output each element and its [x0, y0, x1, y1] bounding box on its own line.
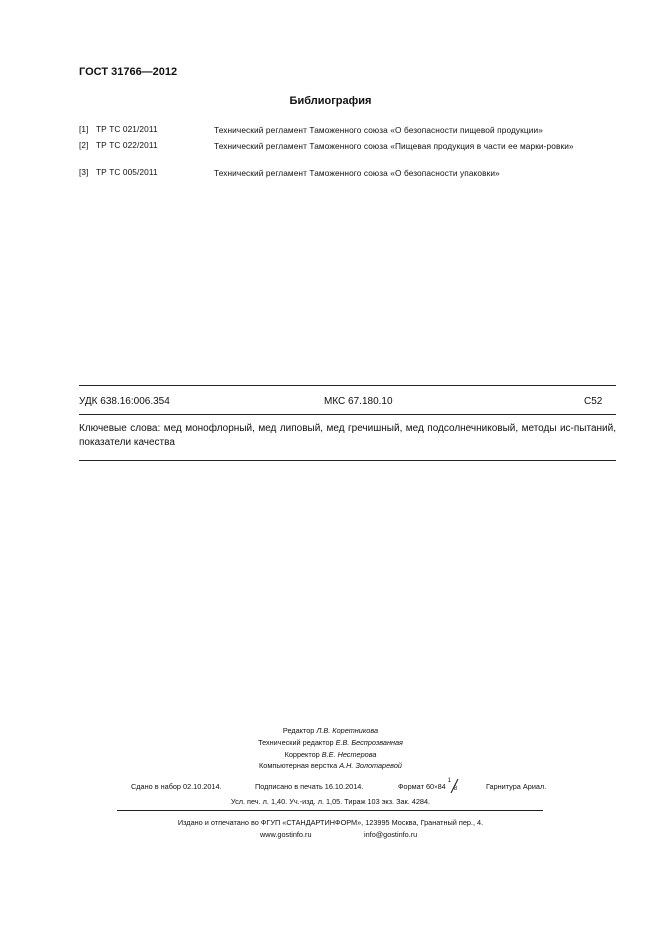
- bib-description: Технический регламент Таможенного союза «Пищевая продукция в части ее марки-ровки»: [214, 141, 574, 151]
- editor-name: Л.В. Коретникова: [316, 726, 379, 735]
- imprint-corrector: [0, 750, 661, 759]
- corrector-name: В.Е. Нестерова: [321, 750, 377, 759]
- layout-name: А.Н. Золотаревой: [339, 761, 402, 770]
- imprint-publisher: Издано и отпечатано во ФГУП «СТАНДАРТИНФОРМ», 123995 Москва, Гранатный пер., 4.: [177, 818, 484, 827]
- top-divider: [79, 385, 616, 386]
- bibliography-title: Библиография: [289, 95, 372, 107]
- format-fraction: [447, 778, 460, 793]
- bottom-divider: [79, 460, 616, 461]
- imprint-format: [398, 778, 460, 793]
- imprint-editor: [0, 726, 661, 735]
- corrector-label: Корректор: [284, 750, 320, 759]
- bib-description: Технический регламент Таможенного союза «О безопасности пищевой продукции»: [214, 125, 543, 135]
- bib-number: [2]: [79, 140, 89, 150]
- imprint-submitted: Сдано в набор 02.10.2014.: [131, 782, 222, 791]
- imprint-layout: [0, 761, 661, 770]
- standard-header: ГОСТ 31766—2012: [79, 66, 178, 78]
- bib-number: [3]: [79, 167, 89, 177]
- tech-editor-label: Технический редактор: [258, 738, 334, 747]
- classification-code: С52: [584, 396, 603, 407]
- keywords: Ключевые слова: мед монофлорный, мед липовый, мед гречишный, мед подсолнечниковый, методы ис-пытаний, показатели качества: [79, 423, 616, 448]
- format-84: 84: [437, 782, 446, 791]
- tech-editor-name: Е.В. Беспрозванная: [335, 738, 403, 747]
- mks-code: МКС 67.180.10: [324, 396, 393, 407]
- layout-label: Компьютерная верстка: [259, 761, 338, 770]
- publisher-email: info@gostinfo.ru: [364, 830, 418, 839]
- format-times: ×: [434, 785, 438, 791]
- bib-number: [1]: [79, 124, 89, 134]
- publisher-website: www.gostinfo.ru: [260, 830, 312, 839]
- imprint-tech-editor: [0, 738, 661, 747]
- middle-divider: [79, 414, 616, 415]
- udk-code: УДК 638.16:006.354: [79, 396, 170, 407]
- format-label: Формат 60: [398, 782, 435, 791]
- fraction-numerator: 1: [447, 778, 452, 785]
- imprint-divider: [117, 810, 543, 811]
- bib-code: ТР ТС 021/2011: [96, 124, 158, 134]
- imprint-print-stats: Усл. печ. л. 1,40. Уч.-изд. л. 1,05. Тираж 103 экз. Зак. 4284.: [230, 797, 431, 806]
- bib-description: Технический регламент Таможенного союза «О безопасности упаковки»: [214, 168, 500, 178]
- imprint-typeface: Гарнитура Ариал.: [486, 782, 547, 791]
- imprint-signed: Подписано в печать 16.10.2014.: [255, 782, 364, 791]
- editor-label: Редактор: [282, 726, 315, 735]
- bib-code: ТР ТС 022/2011: [96, 140, 158, 150]
- bib-code: ТР ТС 005/2011: [96, 167, 158, 177]
- fraction-denominator: 8: [453, 786, 458, 793]
